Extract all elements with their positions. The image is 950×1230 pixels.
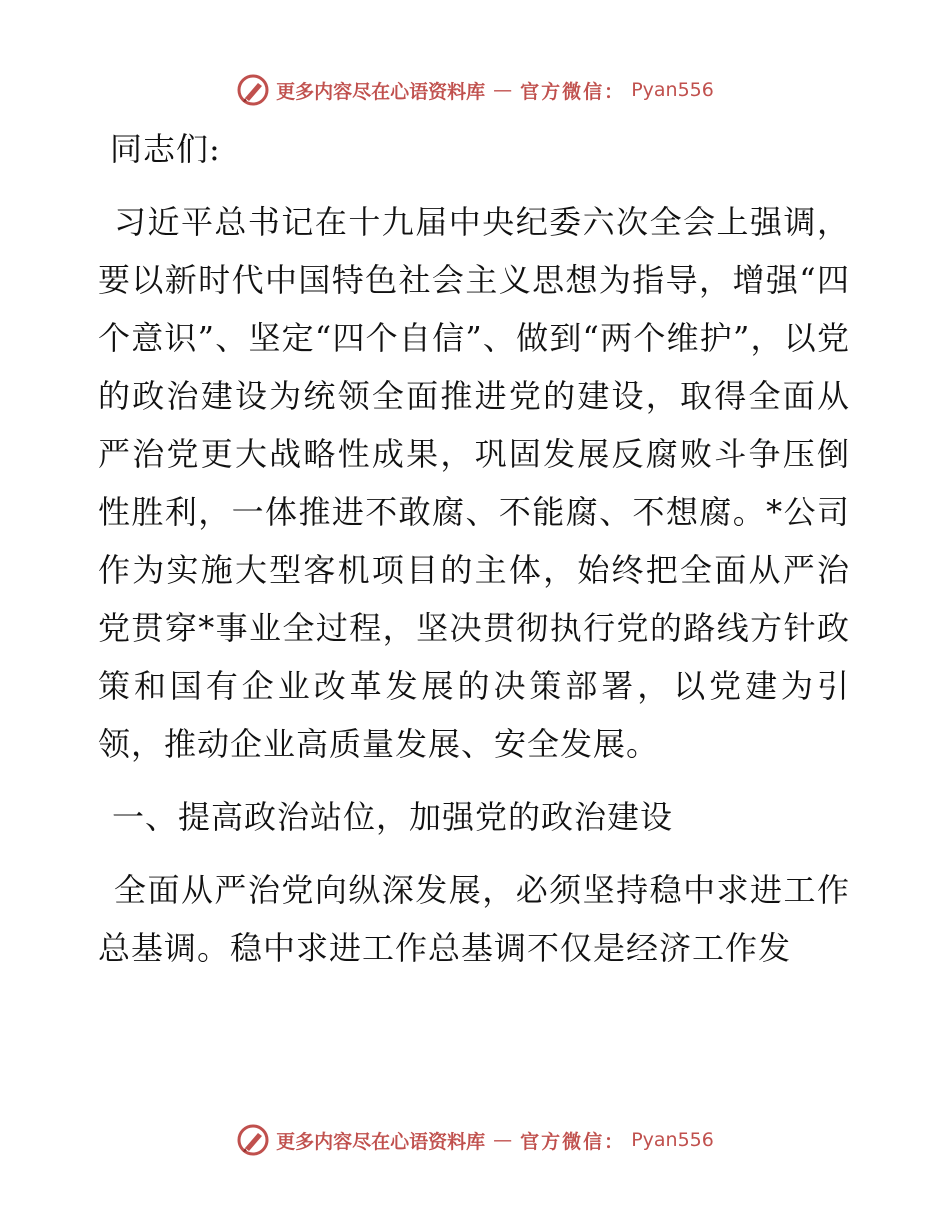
paragraph-1: 习近平总书记在十九届中央纪委六次全会上强调，要以新时代中国特色社会主义思想为指导，增强“四个意识”、坚定“四个自信”、做到“两个维护”，以党的政治建设为统领全面推进党的建设，取得全面从严治党更大战略性成果，巩固发展反腐败斗争压倒性胜利，一体推进不敢腐、不能腐、不想腐。*公司作为实施大型客机项目的主体，始终把全面从严治党贯穿*事业全过程，坚决贯彻执行党的路线方针政策和国有企业改革发展的决策部署，以党建为引领，推动企业高质量发展、安全发展。 xyxy=(98,203,850,763)
watermark-brand: 更多内容尽在心语资料库 xyxy=(276,80,486,103)
watermark-official-label: 官方微信： xyxy=(520,1130,626,1153)
watermark-dash: — xyxy=(493,1129,513,1151)
watermark-wechat-id: Pyan556 xyxy=(631,1129,714,1151)
header-watermark xyxy=(0,72,950,108)
paragraph-2: 全面从严治党向纵深发展，必须坚持稳中求进工作总基调。稳中求进工作总基调不仅是经济工作发 xyxy=(98,871,850,967)
watermark-dash: — xyxy=(493,79,513,101)
pen-logo-icon xyxy=(236,73,270,107)
watermark-official-label: 官方微信： xyxy=(520,80,626,103)
watermark-brand: 更多内容尽在心语资料库 xyxy=(276,1130,486,1153)
footer-watermark xyxy=(0,1122,950,1158)
salutation: 同志们: xyxy=(110,130,221,168)
pen-logo-icon xyxy=(236,1123,270,1157)
watermark-wechat-id: Pyan556 xyxy=(631,79,714,101)
section-heading-1: 一、提高政治站位，加强党的政治建设 xyxy=(112,798,674,836)
document-body xyxy=(98,120,850,992)
